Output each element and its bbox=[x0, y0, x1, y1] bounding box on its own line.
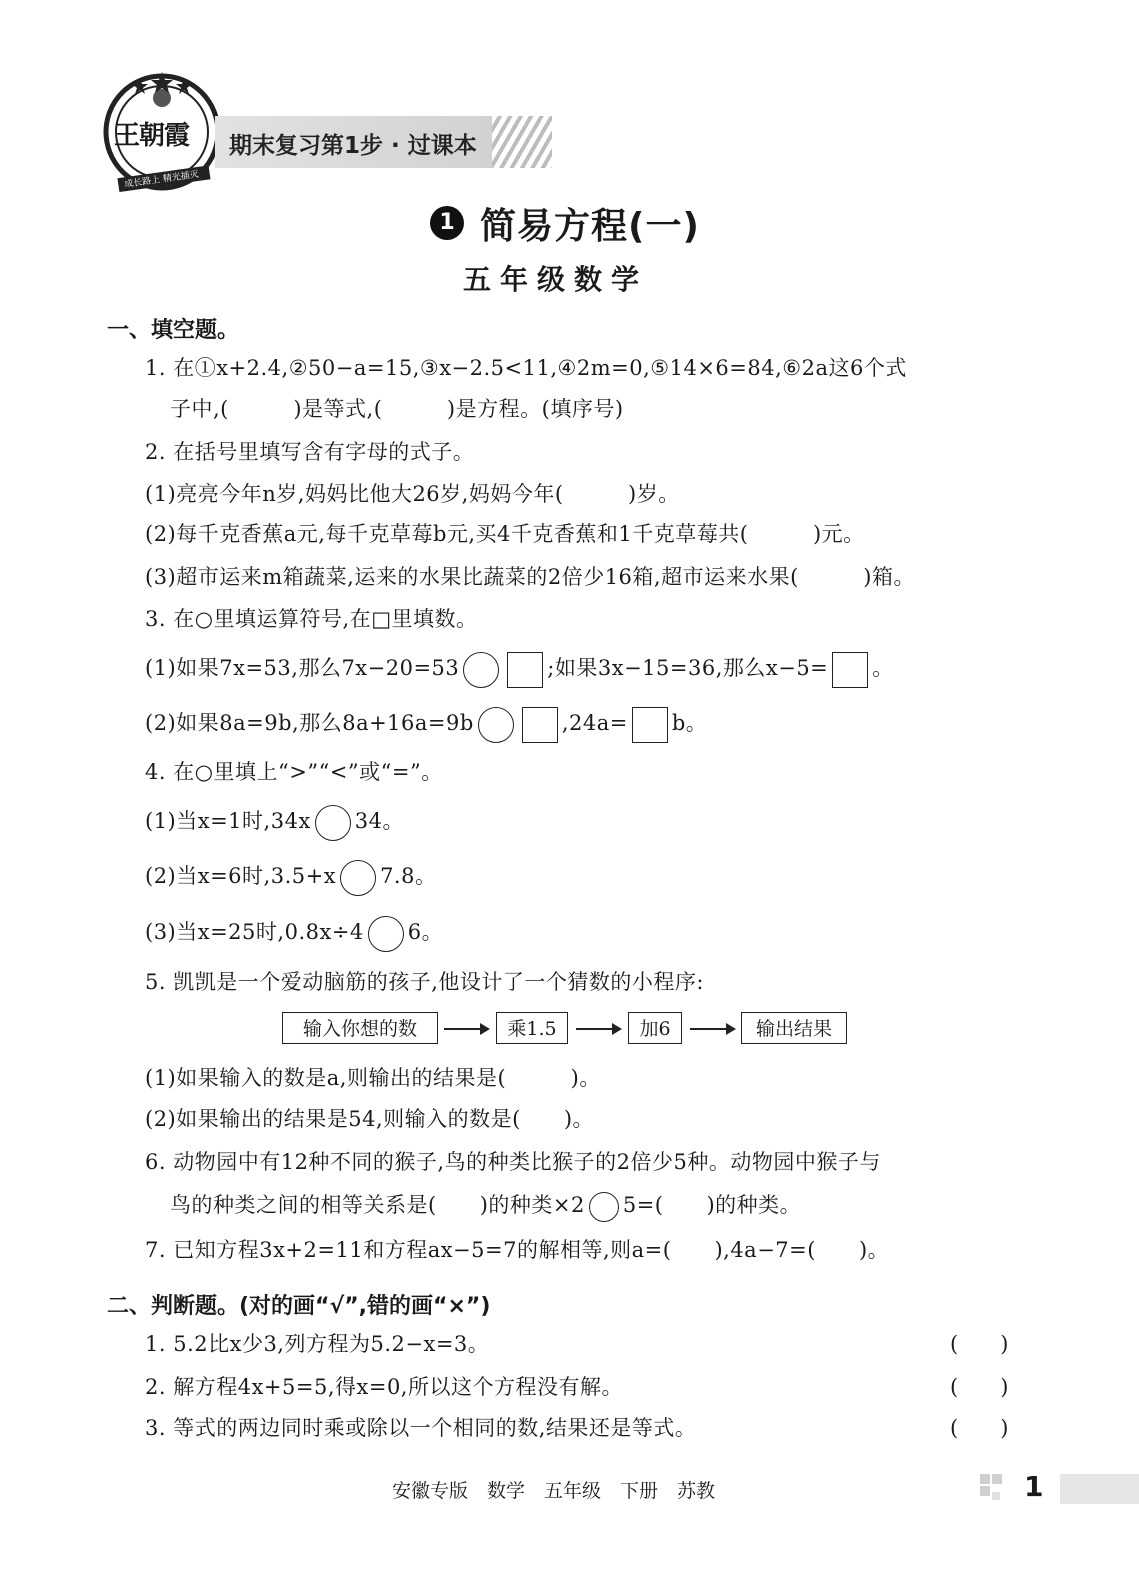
judge-item: 1. 5.2比x少3,列方程为5.2−x=3。 bbox=[145, 1332, 490, 1356]
q4-2-row bbox=[145, 856, 436, 896]
answer-box[interactable] bbox=[632, 707, 668, 743]
judge-answer-paren[interactable]: ( ) bbox=[950, 1332, 1009, 1356]
q3-1-part-a: (1)如果7x=53,那么7x−20=53 bbox=[145, 656, 460, 680]
header-banner bbox=[215, 116, 550, 168]
q2-3-text: (3)超市运来m箱蔬菜,运来的水果比蔬菜的2倍少16箱,超市运来水果( )箱。 bbox=[145, 565, 915, 589]
q4-3-part-b: 6。 bbox=[407, 920, 444, 944]
answer-circle[interactable] bbox=[340, 860, 376, 896]
q4-3-part-a: (3)当x=25时,0.8x÷4 bbox=[145, 920, 364, 944]
footer-bar bbox=[1060, 1474, 1139, 1504]
q3-1-part-b: ;如果3x−15=36,那么x−5= bbox=[547, 656, 829, 680]
footer-text: 安徽专版 数学 五年级 下册 苏教 bbox=[392, 1480, 716, 1502]
answer-circle[interactable] bbox=[589, 1192, 619, 1222]
q3-2-part-c: b。 bbox=[671, 711, 708, 735]
q4-2-part-a: (2)当x=6时,3.5+x bbox=[145, 864, 337, 888]
banner-title: 期末复习第1步 · 过课本 bbox=[229, 133, 477, 159]
q4-1-part-a: (1)当x=1时,34x bbox=[145, 809, 311, 833]
flow-box-add: 加6 bbox=[628, 1012, 682, 1044]
page-number: 1 bbox=[1024, 1470, 1044, 1503]
q3-2-row bbox=[145, 703, 707, 743]
section-heading-fill: 一、填空题。 bbox=[107, 318, 240, 343]
answer-box[interactable] bbox=[522, 707, 558, 743]
q2-1-text: (1)亮亮今年n岁,妈妈比他大26岁,妈妈今年( )岁。 bbox=[145, 482, 680, 506]
q5-1-text: (1)如果输入的数是a,则输出的结果是( )。 bbox=[145, 1066, 601, 1090]
q3-text: 3. 在○里填运算符号,在□里填数。 bbox=[145, 607, 478, 631]
judge-item: 2. 解方程4x+5=5,得x=0,所以这个方程没有解。 bbox=[145, 1375, 623, 1399]
judge-answer-paren[interactable]: ( ) bbox=[950, 1416, 1009, 1440]
title-number-badge: 1 bbox=[430, 206, 464, 240]
q3-1-part-c: 。 bbox=[872, 656, 894, 680]
logo-name: 王朝霞 bbox=[114, 121, 190, 151]
footer-decoration bbox=[980, 1474, 1020, 1504]
q4-2-part-b: 7.8。 bbox=[380, 864, 437, 888]
answer-box[interactable] bbox=[507, 652, 543, 688]
flow-arrow-icon bbox=[690, 1028, 734, 1030]
answer-box[interactable] bbox=[832, 652, 868, 688]
flow-arrow-icon bbox=[444, 1028, 488, 1030]
answer-circle[interactable] bbox=[368, 916, 404, 952]
judge-answer-paren[interactable]: ( ) bbox=[950, 1375, 1009, 1399]
page-subtitle: 五年级数学 bbox=[463, 263, 649, 296]
judge-item: 3. 等式的两边同时乘或除以一个相同的数,结果还是等式。 bbox=[145, 1416, 697, 1440]
q1-line1: 1. 在①x+2.4,②50−a=15,③x−2.5<11,④2m=0,⑤14×6=84,⑥2a这6个式 bbox=[145, 356, 907, 380]
q2-2-text: (2)每千克香蕉a元,每千克草莓b元,买4千克香蕉和1千克草莓共( )元。 bbox=[145, 522, 865, 546]
flow-box-multiply: 乘1.5 bbox=[496, 1012, 568, 1044]
q1-line2: 子中,( )是等式,( )是方程。(填序号) bbox=[170, 397, 624, 421]
answer-circle[interactable] bbox=[315, 805, 351, 841]
logo bbox=[100, 70, 225, 195]
q4-1-part-b: 34。 bbox=[354, 809, 405, 833]
flow-box-input: 输入你想的数 bbox=[282, 1012, 438, 1044]
q4-3-row bbox=[145, 912, 443, 952]
flow-arrow-icon bbox=[576, 1028, 620, 1030]
q7-text: 7. 已知方程3x+2=11和方程ax−5=7的解相等,则a=( ),4a−7=( )。 bbox=[145, 1238, 890, 1262]
q6-line1: 6. 动物园中有12种不同的猴子,鸟的种类比猴子的2倍少5种。动物园中猴子与 bbox=[145, 1150, 881, 1174]
q5-text: 5. 凯凯是一个爱动脑筋的孩子,他设计了一个猜数的小程序: bbox=[145, 970, 704, 994]
answer-circle[interactable] bbox=[463, 652, 499, 688]
q3-2-part-b: ,24a= bbox=[561, 711, 628, 735]
q6-line2-part-a: 鸟的种类之间的相等关系是( )的种类×2 bbox=[170, 1193, 585, 1217]
q4-text: 4. 在○里填上“>”“<”或“=”。 bbox=[145, 760, 443, 784]
logo-ribbon: 成长路上 精光插灭 bbox=[123, 169, 200, 191]
q6-line2-part-b: 5=( )的种类。 bbox=[622, 1193, 802, 1217]
q5-2-text: (2)如果输出的结果是54,则输入的数是( )。 bbox=[145, 1107, 595, 1131]
answer-circle[interactable] bbox=[478, 707, 514, 743]
flow-box-output: 输出结果 bbox=[741, 1012, 847, 1044]
q6-line2-row bbox=[170, 1185, 801, 1225]
page-title: 简易方程(一) bbox=[480, 206, 700, 247]
q3-1-row bbox=[145, 648, 894, 688]
q4-1-row bbox=[145, 801, 404, 841]
section-heading-judge: 二、判断题。(对的画“√”,错的画“×”) bbox=[107, 1294, 491, 1319]
q3-2-part-a: (2)如果8a=9b,那么8a+16a=9b bbox=[145, 711, 474, 735]
q2-text: 2. 在括号里填写含有字母的式子。 bbox=[145, 440, 475, 464]
